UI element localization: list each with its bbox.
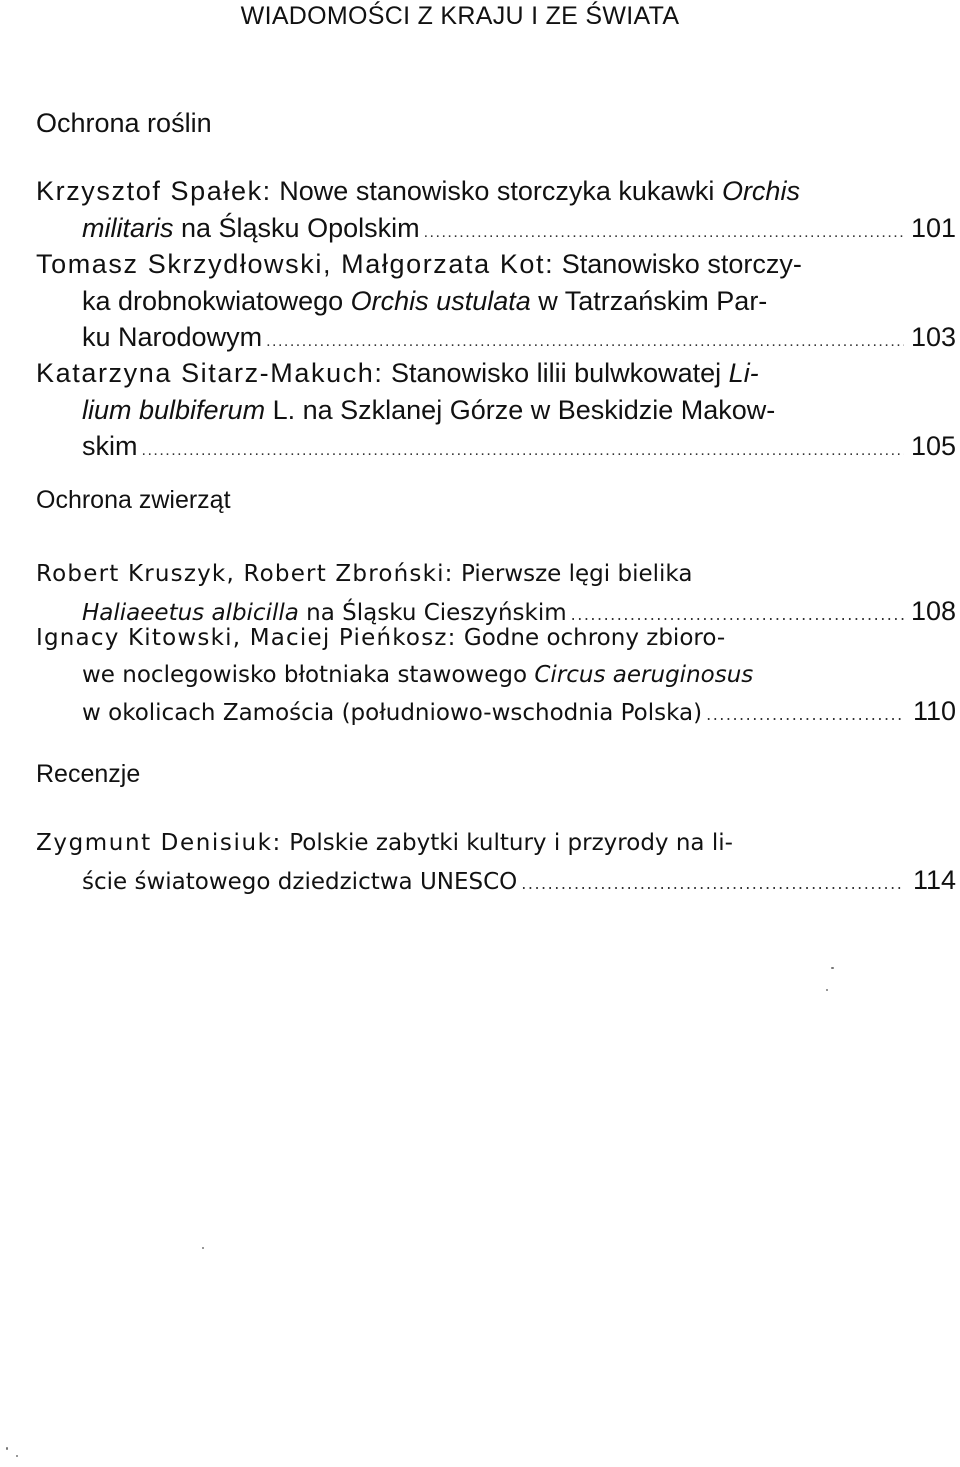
scan-speck (826, 989, 828, 991)
dot-leader (706, 697, 904, 730)
entry-title-text: ku Narodowym (82, 322, 263, 352)
page-number: 105 (910, 431, 956, 461)
entry-title-text: na Śląsku Opolskim (173, 212, 420, 243)
entry-line (36, 173, 956, 210)
entry-author: Krzysztof Spałek: (36, 176, 272, 206)
entry-line (36, 392, 956, 429)
entry-line (36, 210, 956, 247)
entry-title-text: Godne ochrony zbioro- (456, 625, 726, 651)
entry-title-text: w okolicach Zamościa (południowo-wschodnia Polska) (82, 700, 703, 726)
entry-latin-name: Li- (728, 358, 759, 388)
entry-line (36, 283, 956, 320)
entry-title-text: na Śląsku Cieszyńskim (298, 599, 567, 626)
entry-author: Robert Kruszyk, Robert Zbroński: (36, 561, 454, 587)
section-heading-animal-protection: Ochrona zwierząt (36, 486, 231, 514)
entry-line (36, 556, 956, 593)
entry-title-text: ka drobnokwiatowego (82, 285, 351, 316)
page-number: 101 (910, 212, 956, 243)
entry-title-text: we noclegowisko błotniaka stawowego (82, 661, 535, 688)
entry-author: Zygmunt Denisiuk: (36, 830, 282, 856)
dot-leader (142, 433, 905, 465)
page-number: 108 (910, 595, 956, 626)
entry-title-text: Stanowisko storczy- (554, 249, 802, 279)
entry-latin-name: Orchis (721, 176, 800, 206)
entry-title-text: w Tatrzańskim Par- (530, 285, 768, 316)
entry-title-text: Stanowisko lilii bulwkowatej (383, 358, 729, 388)
section-heading-plant-protection: Ochrona roślin (36, 108, 212, 138)
toc-entry[interactable] (36, 620, 956, 730)
entry-latin-name: Circus aeruginosus (534, 661, 754, 688)
scan-speck (831, 967, 834, 969)
entry-title-text: Polskie zabytki kultury i przyrody na li- (281, 830, 733, 856)
entry-latin-name: Haliaeetus albicilla (82, 599, 299, 626)
entry-author: Katarzyna Sitarz-Makuch: (36, 358, 384, 388)
entry-title-text: Nowe stanowisko storczyka kukawki (271, 176, 722, 206)
entry-title-text: ście światowego dziedzictwa UNESCO (82, 868, 518, 895)
toc-entry[interactable] (36, 173, 956, 246)
section-heading-reviews: Recenzje (36, 760, 141, 788)
dot-leader (521, 866, 904, 899)
entry-title-text: skim (82, 431, 138, 461)
dot-leader (424, 215, 904, 247)
toc-entry[interactable] (36, 355, 956, 465)
page-number: 103 (910, 322, 956, 352)
page-number: 114 (912, 864, 956, 895)
entry-line (36, 428, 956, 465)
entry-line (36, 319, 956, 356)
page-number: 110 (912, 696, 956, 726)
entry-latin-name: militaris (82, 212, 174, 243)
toc-entry[interactable] (36, 556, 956, 629)
entry-title-text: Pierwsze lęgi bielika (453, 561, 693, 587)
entry-line (36, 355, 956, 392)
entry-line (36, 246, 956, 283)
entry-line (36, 657, 956, 694)
toc-entry[interactable] (36, 246, 956, 356)
entry-line (36, 825, 956, 862)
entry-author: Ignacy Kitowski, Maciej Pieńkosz: (36, 625, 457, 651)
entry-latin-name: lium bulbiferum (82, 394, 266, 425)
toc-entry[interactable] (36, 825, 956, 898)
entry-line (36, 620, 956, 657)
page-title: WIADOMOŚCI Z KRAJU I ZE ŚWIATA (240, 2, 680, 30)
entry-title-text: L. na Szklanej Górze w Beskidzie Makow- (265, 394, 776, 425)
scan-speck (202, 1247, 204, 1249)
scan-speck (16, 1455, 18, 1457)
entry-author: Tomasz Skrzydłowski, Małgorzata Kot: (36, 249, 555, 279)
entry-line (36, 862, 956, 899)
scan-speck (6, 1447, 8, 1450)
entry-latin-name: Orchis ustulata (350, 285, 531, 316)
entry-line (36, 693, 956, 730)
dot-leader (266, 324, 904, 356)
